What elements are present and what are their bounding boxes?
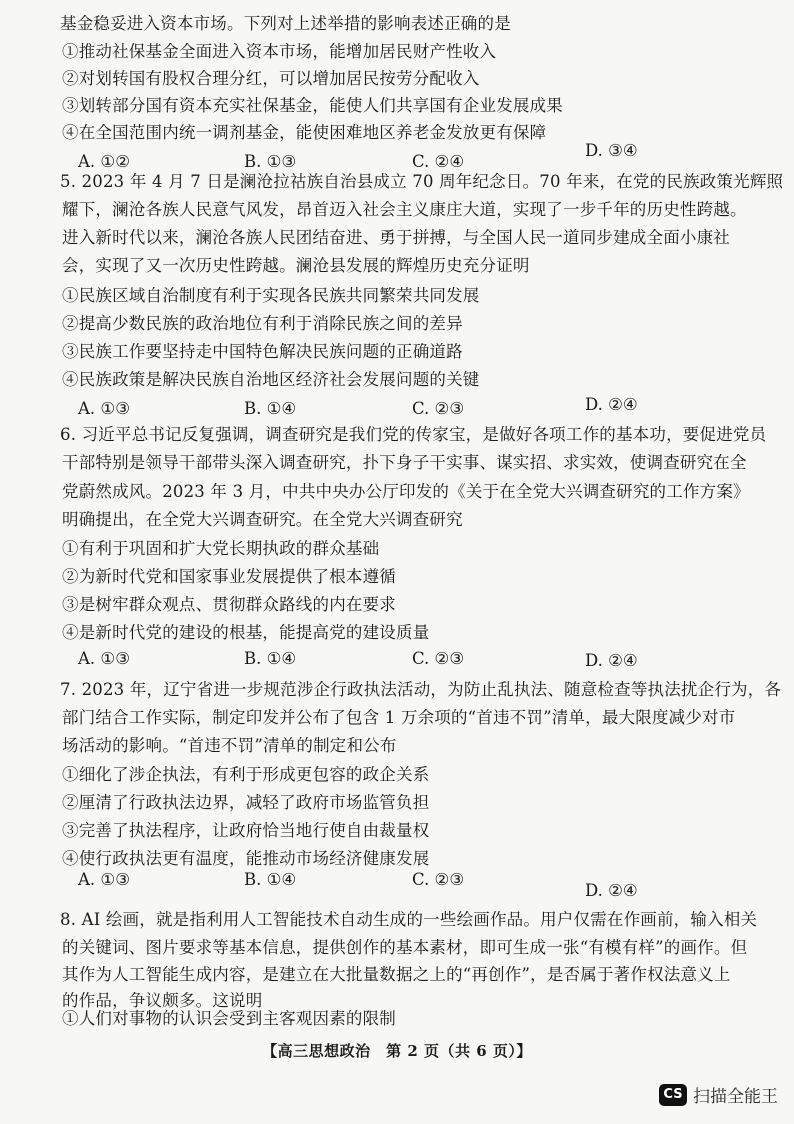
- statement-4: ④使行政执法更有温度，能推动市场经济健康发展: [62, 849, 430, 868]
- question-text-line: 7. 2023 年，辽宁省进一步规范涉企行政执法活动，为防止乱执法、随意检查等执法扰企行为，各: [60, 680, 782, 699]
- statement-2: ②厘清了行政执法边界，减轻了政府市场监管负担: [62, 793, 430, 812]
- question-text-line: 党蔚然成风。2023 年 3 月，中共中央办公厅印发的《关于在全党大兴调查研究的工作方案》: [62, 482, 750, 501]
- option-b: B. ①③: [244, 152, 297, 171]
- page-footer: 【高三思想政治 第 2 页（共 6 页）】: [262, 1042, 532, 1060]
- question-text-line: 干部特别是领导干部带头深入调查研究，扑下身子干实事、谋实招、求实效，使调查研究在全: [62, 453, 747, 472]
- option-b: B. ①④: [244, 399, 297, 418]
- question-text-line: 耀下，澜沧各族人民意气风发，昂首迈入社会主义康庄大道，实现了一步千年的历史性跨越。: [62, 200, 747, 219]
- statement-4: ④是新时代党的建设的根基，能提高党的建设质量: [62, 623, 430, 642]
- statement-2: ②提高少数民族的政治地位有利于消除民族之间的差异: [62, 314, 463, 333]
- question-text-line: 会，实现了又一次历史性跨越。澜沧县发展的辉煌历史充分证明: [62, 256, 530, 275]
- question-text-line: 5. 2023 年 4 月 7 日是澜沧拉祜族自治县成立 70 周年纪念日。70 年来，在党的民族政策光辉照: [60, 172, 784, 191]
- option-d: D. ②④: [585, 395, 638, 414]
- option-b: B. ①④: [244, 870, 297, 889]
- statement-3: ③划转部分国有资本充实社保基金，能使人们共享国有企业发展成果: [62, 96, 563, 115]
- question-text-line: 部门结合工作实际，制定印发并公布了包含 1 万余项的“首违不罚”清单，最大限度减少对市: [62, 708, 736, 727]
- option-d: D. ②④: [585, 881, 638, 900]
- statement-4: ④在全国范围内统一调剂基金，能使困难地区养老金发放更有保障: [62, 123, 547, 142]
- option-c: C. ②③: [412, 649, 465, 668]
- option-b: B. ①④: [244, 649, 297, 668]
- statement-1: ①民族区域自治制度有利于实现各民族共同繁荣共同发展: [62, 286, 480, 305]
- statement-3: ③是树牢群众观点、贯彻群众路线的内在要求: [62, 595, 396, 614]
- statement-3: ③完善了执法程序，让政府恰当地行使自由裁量权: [62, 821, 430, 840]
- statement-3: ③民族工作要坚持走中国特色解决民族问题的正确道路: [62, 342, 463, 361]
- statement-1: ①有利于巩固和扩大党长期执政的群众基础: [62, 539, 380, 558]
- statement-2: ②对划转国有股权合理分红，可以增加居民按劳分配收入: [62, 69, 480, 88]
- brand-name: 扫描全能王: [693, 1087, 778, 1107]
- option-c: C. ②④: [412, 152, 465, 171]
- option-a: A. ①③: [78, 399, 130, 418]
- option-a: A. ①③: [78, 649, 130, 668]
- statement-2: ②为新时代党和国家事业发展提供了根本遵循: [62, 567, 396, 586]
- statement-1: ①人们对事物的认识会受到主客观因素的限制: [62, 1009, 396, 1028]
- scanner-watermark: [659, 1082, 778, 1107]
- option-c: C. ②③: [412, 870, 465, 889]
- statement-1: ①推动社保基金全面进入资本市场，能增加居民财产性收入: [62, 42, 497, 61]
- question-text-line: 基金稳妥进入资本市场。下列对上述举措的影响表述正确的是: [60, 14, 511, 33]
- question-text-line: 进入新时代以来，澜沧各族人民团结奋进、勇于拼搏，与全国人民一道同步建成全面小康社: [62, 228, 730, 247]
- camscanner-logo-icon: CS: [659, 1084, 687, 1106]
- question-text-line: 其作为人工智能生成内容，是建立在大批量数据之上的“再创作”，是否属于著作权法意义上: [62, 965, 731, 984]
- option-d: D. ③④: [585, 141, 638, 160]
- question-text-line: 6. 习近平总书记反复强调，调查研究是我们党的传家宝，是做好各项工作的基本功，要促进党员: [60, 425, 767, 444]
- question-text-line: 明确提出，在全党大兴调查研究。在全党大兴调查研究: [62, 510, 463, 529]
- question-text-line: 场活动的影响。“首违不罚”清单的制定和公布: [62, 736, 397, 755]
- question-text-line: 8. AI 绘画，就是指利用人工智能技术自动生成的一些绘画作品。用户仅需在作画前，输入相关: [60, 910, 758, 929]
- option-a: A. ①②: [78, 152, 130, 171]
- statement-1: ①细化了涉企执法，有利于形成更包容的政企关系: [62, 765, 430, 784]
- question-text-line: 的关键词、图片要求等基本信息，提供创作的基本素材，即可生成一张“有模有样”的画作。但: [62, 938, 748, 957]
- option-c: C. ②③: [412, 399, 465, 418]
- question-text-line: 的作品，争议颇多。这说明: [62, 991, 263, 1010]
- option-a: A. ①③: [78, 870, 130, 889]
- statement-4: ④民族政策是解决民族自治地区经济社会发展问题的关键: [62, 370, 480, 389]
- option-d: D. ②④: [585, 651, 638, 670]
